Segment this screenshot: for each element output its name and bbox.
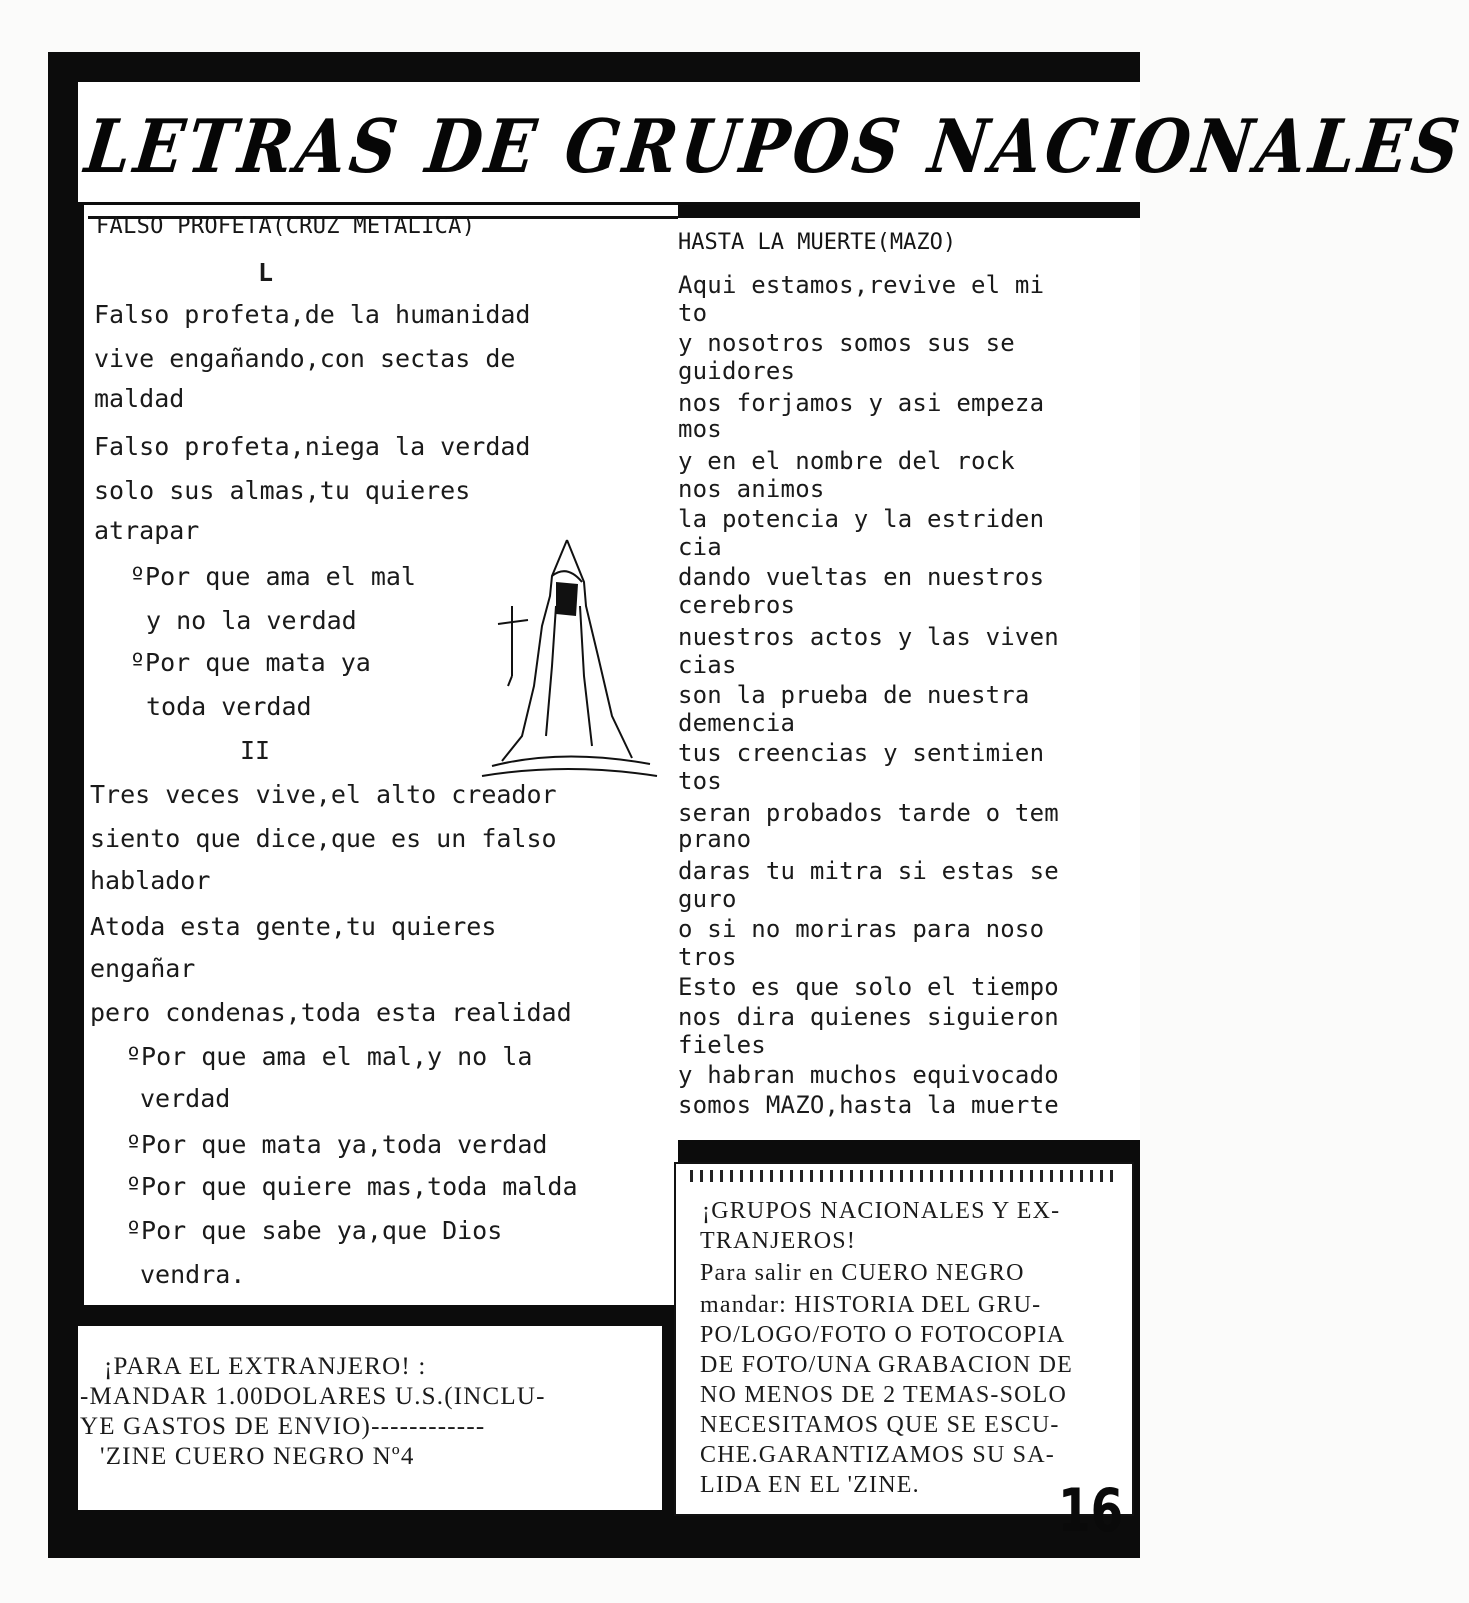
hooded-figure-with-cross-icon <box>472 536 662 786</box>
abroad-ad-line: 'ZINE CUERO NEGRO Nº4 <box>100 1443 415 1470</box>
lyric-line: cerebros <box>678 591 796 619</box>
lyric-line: seran probados tarde o tem <box>678 799 1059 827</box>
lyric-line: y nosotros somos sus se <box>678 329 1015 357</box>
lyric-line: somos MAZO,hasta la muerte <box>678 1091 1059 1119</box>
lyric-line: ºPor que mata ya <box>130 648 371 677</box>
lyric-line: tros <box>678 943 737 971</box>
lyric-line: solo sus almas,tu quieres <box>94 476 471 505</box>
lyric-line: Falso profeta,niega la verdad <box>94 432 531 461</box>
lyric-line: fieles <box>678 1031 766 1059</box>
verse-marker: L <box>258 258 274 287</box>
bands-ad-line: Para salir en CUERO NEGRO <box>700 1260 1025 1286</box>
lyric-line: cias <box>678 651 737 679</box>
lyric-line: guro <box>678 885 737 913</box>
lyric-line: y habran muchos equivocado <box>678 1061 1059 1089</box>
lyric-line: daras tu mitra si estas se <box>678 857 1059 885</box>
lyric-line: son la prueba de nuestra <box>678 681 1030 709</box>
bands-ad-line: CHE.GARANTIZAMOS SU SA- <box>700 1442 1055 1468</box>
abroad-ad-line: ¡PARA EL EXTRANJERO! : <box>104 1353 427 1380</box>
lyric-line: y no la verdad <box>146 606 357 635</box>
lyric-line: Tres veces vive,el alto creador <box>90 780 557 809</box>
song-title-falso-profeta: FALSO PROFETA(CRUZ METALICA) <box>96 214 476 239</box>
lyric-line: verdad <box>140 1084 231 1113</box>
bands-ad-line: DE FOTO/UNA GRABACION DE <box>700 1352 1074 1378</box>
bands-ad-line: NECESITAMOS QUE SE ESCU- <box>700 1412 1060 1438</box>
lyric-line: Atoda esta gente,tu quieres <box>90 912 497 941</box>
lyric-line: ºPor que sabe ya,que Dios <box>126 1216 503 1245</box>
lyric-line: toda verdad <box>146 692 312 721</box>
lyric-line: tos <box>678 767 722 795</box>
lyric-line: ºPor que mata ya,toda verdad <box>126 1130 548 1159</box>
lyric-line: maldad <box>94 384 185 413</box>
lyric-line: nos dira quienes siguieron <box>678 1003 1059 1031</box>
lyric-line: Esto es que solo el tiempo <box>678 973 1059 1001</box>
bands-ad-line: ¡GRUPOS NACIONALES Y EX- <box>702 1198 1061 1224</box>
lyric-line: Falso profeta,de la humanidad <box>94 300 531 329</box>
lyric-line: prano <box>678 825 752 853</box>
lyric-line: guidores <box>678 357 796 385</box>
bands-ad-line: PO/LOGO/FOTO O FOTOCOPIA <box>700 1322 1066 1348</box>
verse-marker: II <box>240 736 271 765</box>
lyric-line: nos animos <box>678 475 825 503</box>
lyric-line: cia <box>678 533 722 561</box>
lyric-line: to <box>678 299 708 327</box>
lyric-line: ºPor que ama el mal,y no la <box>126 1042 533 1071</box>
bands-ad-line: NO MENOS DE 2 TEMAS-SOLO <box>700 1382 1068 1408</box>
lyric-line: atrapar <box>94 516 200 545</box>
hatch-border <box>690 1170 1120 1182</box>
lyric-line: vendra. <box>140 1260 246 1289</box>
bands-ad-line: mandar: HISTORIA DEL GRU- <box>700 1292 1042 1318</box>
lyric-line: o si no moriras para noso <box>678 915 1045 943</box>
lyric-line: nos forjamos y asi empeza <box>678 389 1045 417</box>
lyric-line: ºPor que quiere mas,toda malda <box>126 1172 578 1201</box>
bands-ad-line: LIDA EN EL 'ZINE. <box>700 1472 920 1498</box>
lyric-line: engañar <box>90 954 196 983</box>
lyric-line: siento que dice,que es un falso <box>90 824 557 853</box>
lyric-line: pero condenas,toda esta realidad <box>90 998 572 1027</box>
lyric-line: y en el nombre del rock <box>678 447 1015 475</box>
abroad-ad-line: -MANDAR 1.00DOLARES U.S.(INCLU- <box>80 1383 546 1410</box>
lyric-line: dando vueltas en nuestros <box>678 563 1045 591</box>
lyric-line: vive engañando,con sectas de <box>94 344 516 373</box>
lyric-line: Aqui estamos,revive el mi <box>678 271 1045 299</box>
lyric-line: demencia <box>678 709 796 737</box>
song-title-hasta-la-muerte: HASTA LA MUERTE(MAZO) <box>678 230 957 255</box>
lyric-line: la potencia y la estriden <box>678 505 1045 533</box>
lyric-line: mos <box>678 415 722 443</box>
lyric-line: hablador <box>90 866 211 895</box>
lyric-line: nuestros actos y las viven <box>678 623 1059 651</box>
lyric-line: tus creencias y sentimien <box>678 739 1045 767</box>
page-title: LETRAS DE GRUPOS NACIONALES <box>80 104 1468 191</box>
lyric-line: ºPor que ama el mal <box>130 562 416 591</box>
abroad-ad-line: YE GASTOS DE ENVIO)------------ <box>80 1413 486 1440</box>
page-number: 16 <box>1058 1476 1124 1546</box>
bands-ad-line: TRANJEROS! <box>700 1228 857 1254</box>
